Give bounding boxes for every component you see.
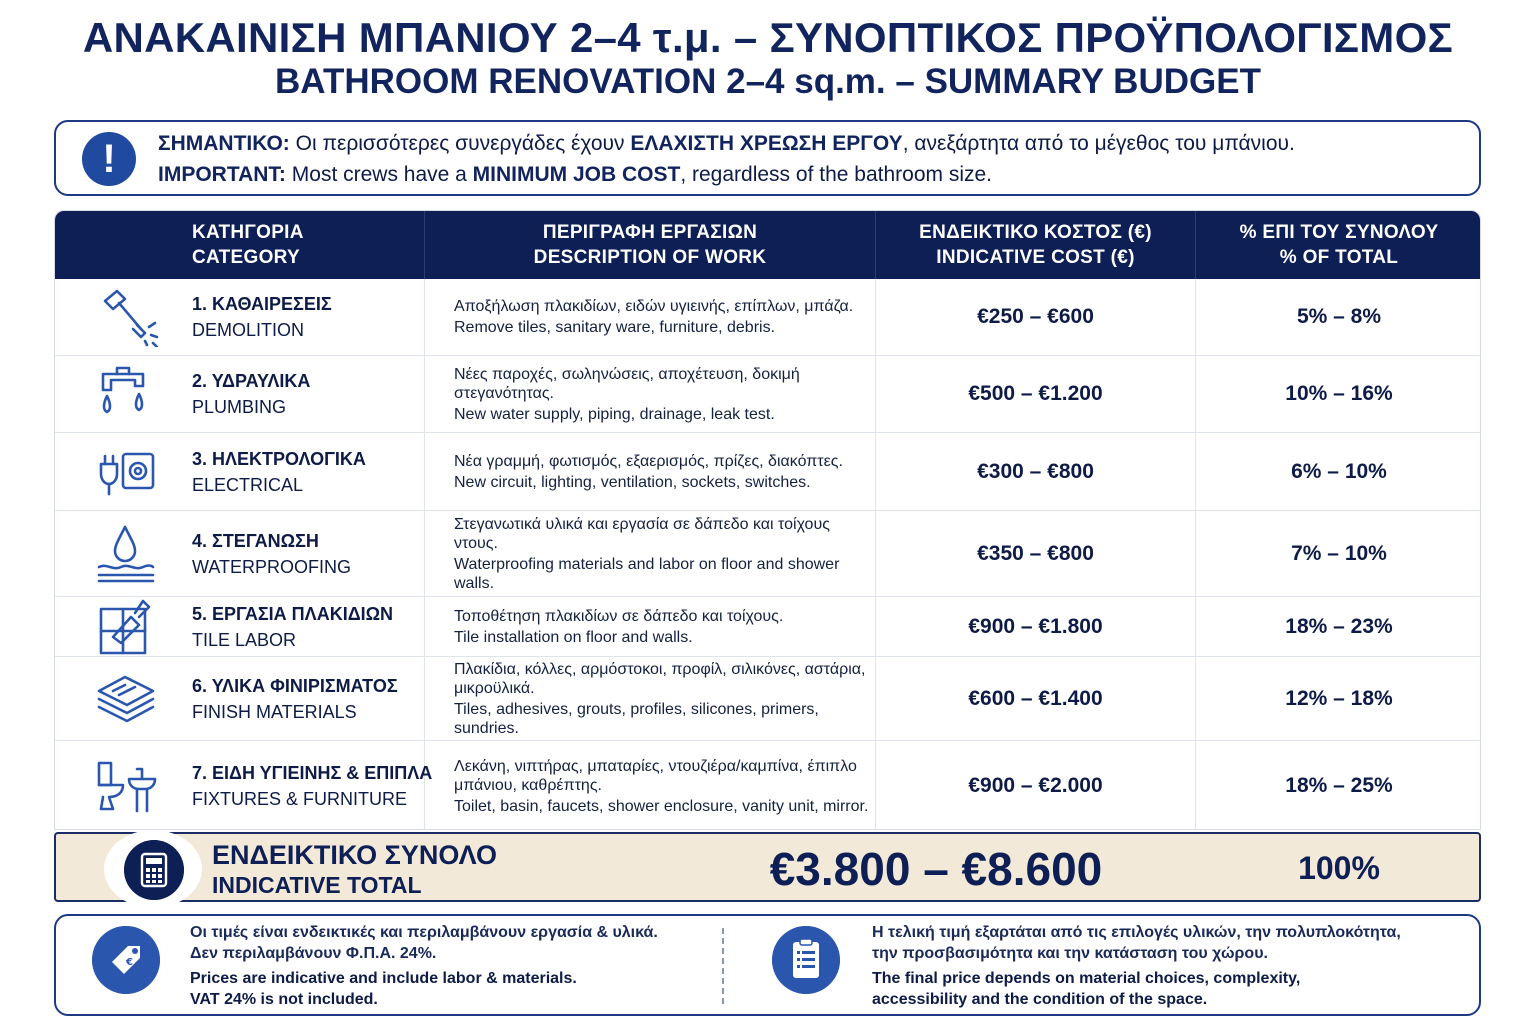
footer-right-english-2: accessibility and the condition of the space.	[872, 991, 1208, 1008]
row-category-greek: 2. ΥΔΡΑΥΛΙΚΑ	[192, 371, 311, 391]
table-row	[55, 597, 1481, 657]
row-category-english: PLUMBING	[192, 397, 287, 417]
row-cost: €600 – €1.400	[968, 686, 1103, 710]
row-category-english: DEMOLITION	[192, 320, 305, 340]
row-percent: 18% – 25%	[1285, 774, 1393, 797]
notice-greek-label: ΣΗΜΑΝΤΙΚΟ:	[158, 132, 290, 155]
budget-table	[54, 210, 1481, 830]
footer-left-greek-1: Οι τιμές είναι ενδεικτικές και περιλαμβάνουν εργασία & υλικά.	[190, 924, 658, 941]
row-description-greek: Νέες παροχές, σωληνώσεις, αποχέτευση, δοκιμή στεγανότητας.	[454, 365, 800, 402]
total-label-english: INDICATIVE TOTAL	[212, 872, 422, 898]
row-description-english: New circuit, lighting, ventilation, sockets, switches.	[454, 473, 811, 491]
header-cost-gr: ΕΝΔΕΙΚΤΙΚΟ ΚΟΣΤΟΣ (€)	[919, 222, 1152, 243]
footer-right-greek-2: την προσβασιμότητα και την κατάσταση του χώρου.	[872, 945, 1268, 962]
row-category-greek: 7. ΕΙΔΗ ΥΓΙΕΙΝΗΣ & ΕΠΙΠΛΑ	[192, 763, 433, 783]
row-percent: 10% – 16%	[1285, 382, 1393, 405]
footer-left-text	[190, 922, 658, 1010]
hammer-icon	[95, 287, 161, 347]
header-category	[192, 211, 422, 279]
notice-greek-post: , ανεξάρτητα από το μέγεθος του μπάνιου.	[902, 132, 1295, 155]
row-description-greek: Λεκάνη, νιπτήρας, μπαταρίες, ντουζιέρα/καμπίνα, έπιπλο μπάνιου, καθρέπτης.	[454, 757, 857, 794]
row-category-english: WATERPROOFING	[192, 556, 351, 577]
footer-left-english-2: VAT 24% is not included.	[190, 991, 378, 1008]
footer-right-english-1: The final price depends on material choices, complexity,	[872, 970, 1301, 987]
table-row	[55, 433, 1481, 511]
page-title-english: BATHROOM RENOVATION 2–4 sq.m. – SUMMARY BUDGET	[275, 62, 1261, 101]
row-cost: €300 – €800	[977, 459, 1094, 483]
header-description-gr: ΠΕΡΙΓΡΑΦΗ ΕΡΓΑΣΙΩΝ	[542, 222, 758, 243]
price-tag-icon	[92, 926, 160, 994]
row-description-greek: Αποξήλωση πλακιδίων, ειδών υγιεινής, επίπλων, μπάζα.	[454, 298, 854, 315]
row-category-greek: 6. ΥΛΙΚΑ ΦΙΝΙΡΙΣΜΑΤΟΣ	[192, 675, 398, 696]
table-row	[55, 741, 1481, 830]
important-notice	[54, 120, 1481, 196]
notice-english-post: , regardless of the bathroom size.	[680, 163, 993, 186]
row-percent: 18% – 23%	[1285, 614, 1393, 638]
footer-left-greek-2: Δεν περιλαμβάνουν Φ.Π.Α. 24%.	[190, 945, 437, 962]
footer-notes	[54, 914, 1481, 1016]
row-category-english: TILE LABOR	[192, 629, 297, 650]
header-cost-en: INDICATIVE COST (€)	[936, 247, 1135, 268]
row-cost: €350 – €800	[977, 541, 1094, 565]
total-percent: 100%	[1298, 850, 1380, 886]
header-category-gr: ΚΑΤΗΓΟΡΙΑ	[192, 222, 304, 243]
table-header	[55, 211, 1481, 279]
row-cost: €500 – €1.200	[968, 382, 1103, 405]
footer-left-english-1: Prices are indicative and include labor & materials.	[190, 970, 577, 987]
table-row	[55, 657, 1481, 741]
row-percent: 5% – 8%	[1296, 305, 1382, 328]
faucet-icon	[95, 364, 161, 424]
header-percent-en: % OF TOTAL	[1279, 247, 1399, 268]
header-category-en: CATEGORY	[192, 247, 300, 268]
header-description-en: DESCRIPTION OF WORK	[533, 247, 767, 268]
notice-greek-line	[158, 132, 1295, 156]
water-drop-icon	[95, 523, 161, 583]
row-cost: €900 – €1.800	[968, 614, 1103, 638]
footer-right-greek-1: Η τελική τιμή εξαρτάται από τις επιλογές υλικών, την πολυπλοκότητα,	[872, 924, 1401, 941]
row-category-greek: 3. ΗΛΕΚΤΡΟΛΟΓΙΚΑ	[192, 448, 366, 469]
row-percent: 7% – 10%	[1291, 541, 1387, 565]
row-cost: €900 – €2.000	[968, 774, 1103, 797]
row-description-english: New water supply, piping, drainage, leak test.	[454, 405, 775, 423]
row-category-english: FINISH MATERIALS	[192, 701, 357, 722]
row-description-greek: Τοποθέτηση πλακιδίων σε δάπεδο και τοίχους.	[454, 607, 784, 625]
row-description-english: Tile installation on floor and walls.	[454, 628, 693, 646]
notice-greek-pre: Οι περισσότερες συνεργάδες έχουν	[289, 132, 631, 155]
notice-greek-bold: ΕΛΑΧΙΣΤΗ ΧΡΕΩΣΗ ΕΡΓΟΥ	[630, 132, 903, 155]
svg-text:€: €	[126, 957, 133, 968]
notice-english-line	[158, 163, 992, 187]
row-category-greek: 4. ΣΤΕΓΑΝΩΣΗ	[192, 530, 319, 551]
tile-stack-icon	[95, 669, 161, 729]
notice-english-bold: MINIMUM JOB COST	[472, 163, 681, 186]
row-category-english: FIXTURES & FURNITURE	[192, 789, 408, 809]
notice-english-pre: Most crews have a	[285, 163, 473, 186]
row-category-english: ELECTRICAL	[192, 474, 304, 495]
toilet-sink-icon	[95, 757, 161, 817]
row-description-greek: Νέα γραμμή, φωτισμός, εξαερισμός, πρίζες, διακόπτες.	[454, 452, 843, 470]
clipboard-icon	[772, 926, 840, 994]
table-row	[55, 511, 1481, 597]
row-description-greek: Στεγανωτικά υλικά και εργασία σε δάπεδο και τοίχους ντους.	[454, 515, 830, 552]
row-category-greek: 5. ΕΡΓΑΣΙΑ ΠΛΑΚΙΔΙΩΝ	[192, 603, 394, 624]
total-amount: €3.800 – €8.600	[769, 843, 1103, 895]
row-description-english: Waterproofing materials and labor on floor and shower walls.	[454, 555, 840, 592]
header-percent-gr: % ΕΠΙ ΤΟΥ ΣΥΝΟΛΟΥ	[1239, 222, 1439, 243]
row-category-greek: 1. ΚΑΘΑΙΡΕΣΕΙΣ	[192, 294, 332, 314]
calculator-icon	[124, 840, 184, 900]
row-description-english: Remove tiles, sanitary ware, furniture, debris.	[454, 319, 776, 336]
footer-right-text	[872, 922, 1401, 1010]
row-percent: 6% – 10%	[1291, 459, 1387, 483]
table-row	[55, 279, 1481, 356]
page-title-greek: ΑΝΑΚΑΙΝΙΣΗ ΜΠΑΝΙΟΥ 2–4 τ.μ. – ΣΥΝΟΠΤΙΚΟΣ ΠΡΟΫΠΟΛΟΓΙΣΜΟΣ	[82, 14, 1454, 61]
row-description-greek: Πλακίδια, κόλλες, αρμόστοκοι, προφίλ, σιλικόνες, αστάρια, μικροϋλικά.	[454, 660, 866, 697]
notice-english-label: IMPORTANT:	[158, 163, 286, 186]
table-row	[55, 356, 1481, 433]
header-cost	[876, 211, 1195, 279]
row-percent: 12% – 18%	[1285, 686, 1393, 710]
exclamation-icon: !	[82, 132, 136, 186]
header-description	[425, 211, 875, 279]
tile-trowel-icon	[95, 597, 161, 657]
electrical-plug-icon	[95, 442, 161, 502]
row-description-english: Tiles, adhesives, grouts, profiles, silicones, primers, sundries.	[454, 700, 819, 737]
header-percent	[1196, 211, 1481, 279]
total-label-greek: ΕΝΔΕΙΚΤΙΚΟ ΣΥΝΟΛΟ	[212, 840, 497, 870]
total-row	[54, 832, 1481, 902]
row-description-english: Toilet, basin, faucets, shower enclosure, vanity unit, mirror.	[454, 797, 869, 815]
row-cost: €250 – €600	[977, 305, 1094, 328]
